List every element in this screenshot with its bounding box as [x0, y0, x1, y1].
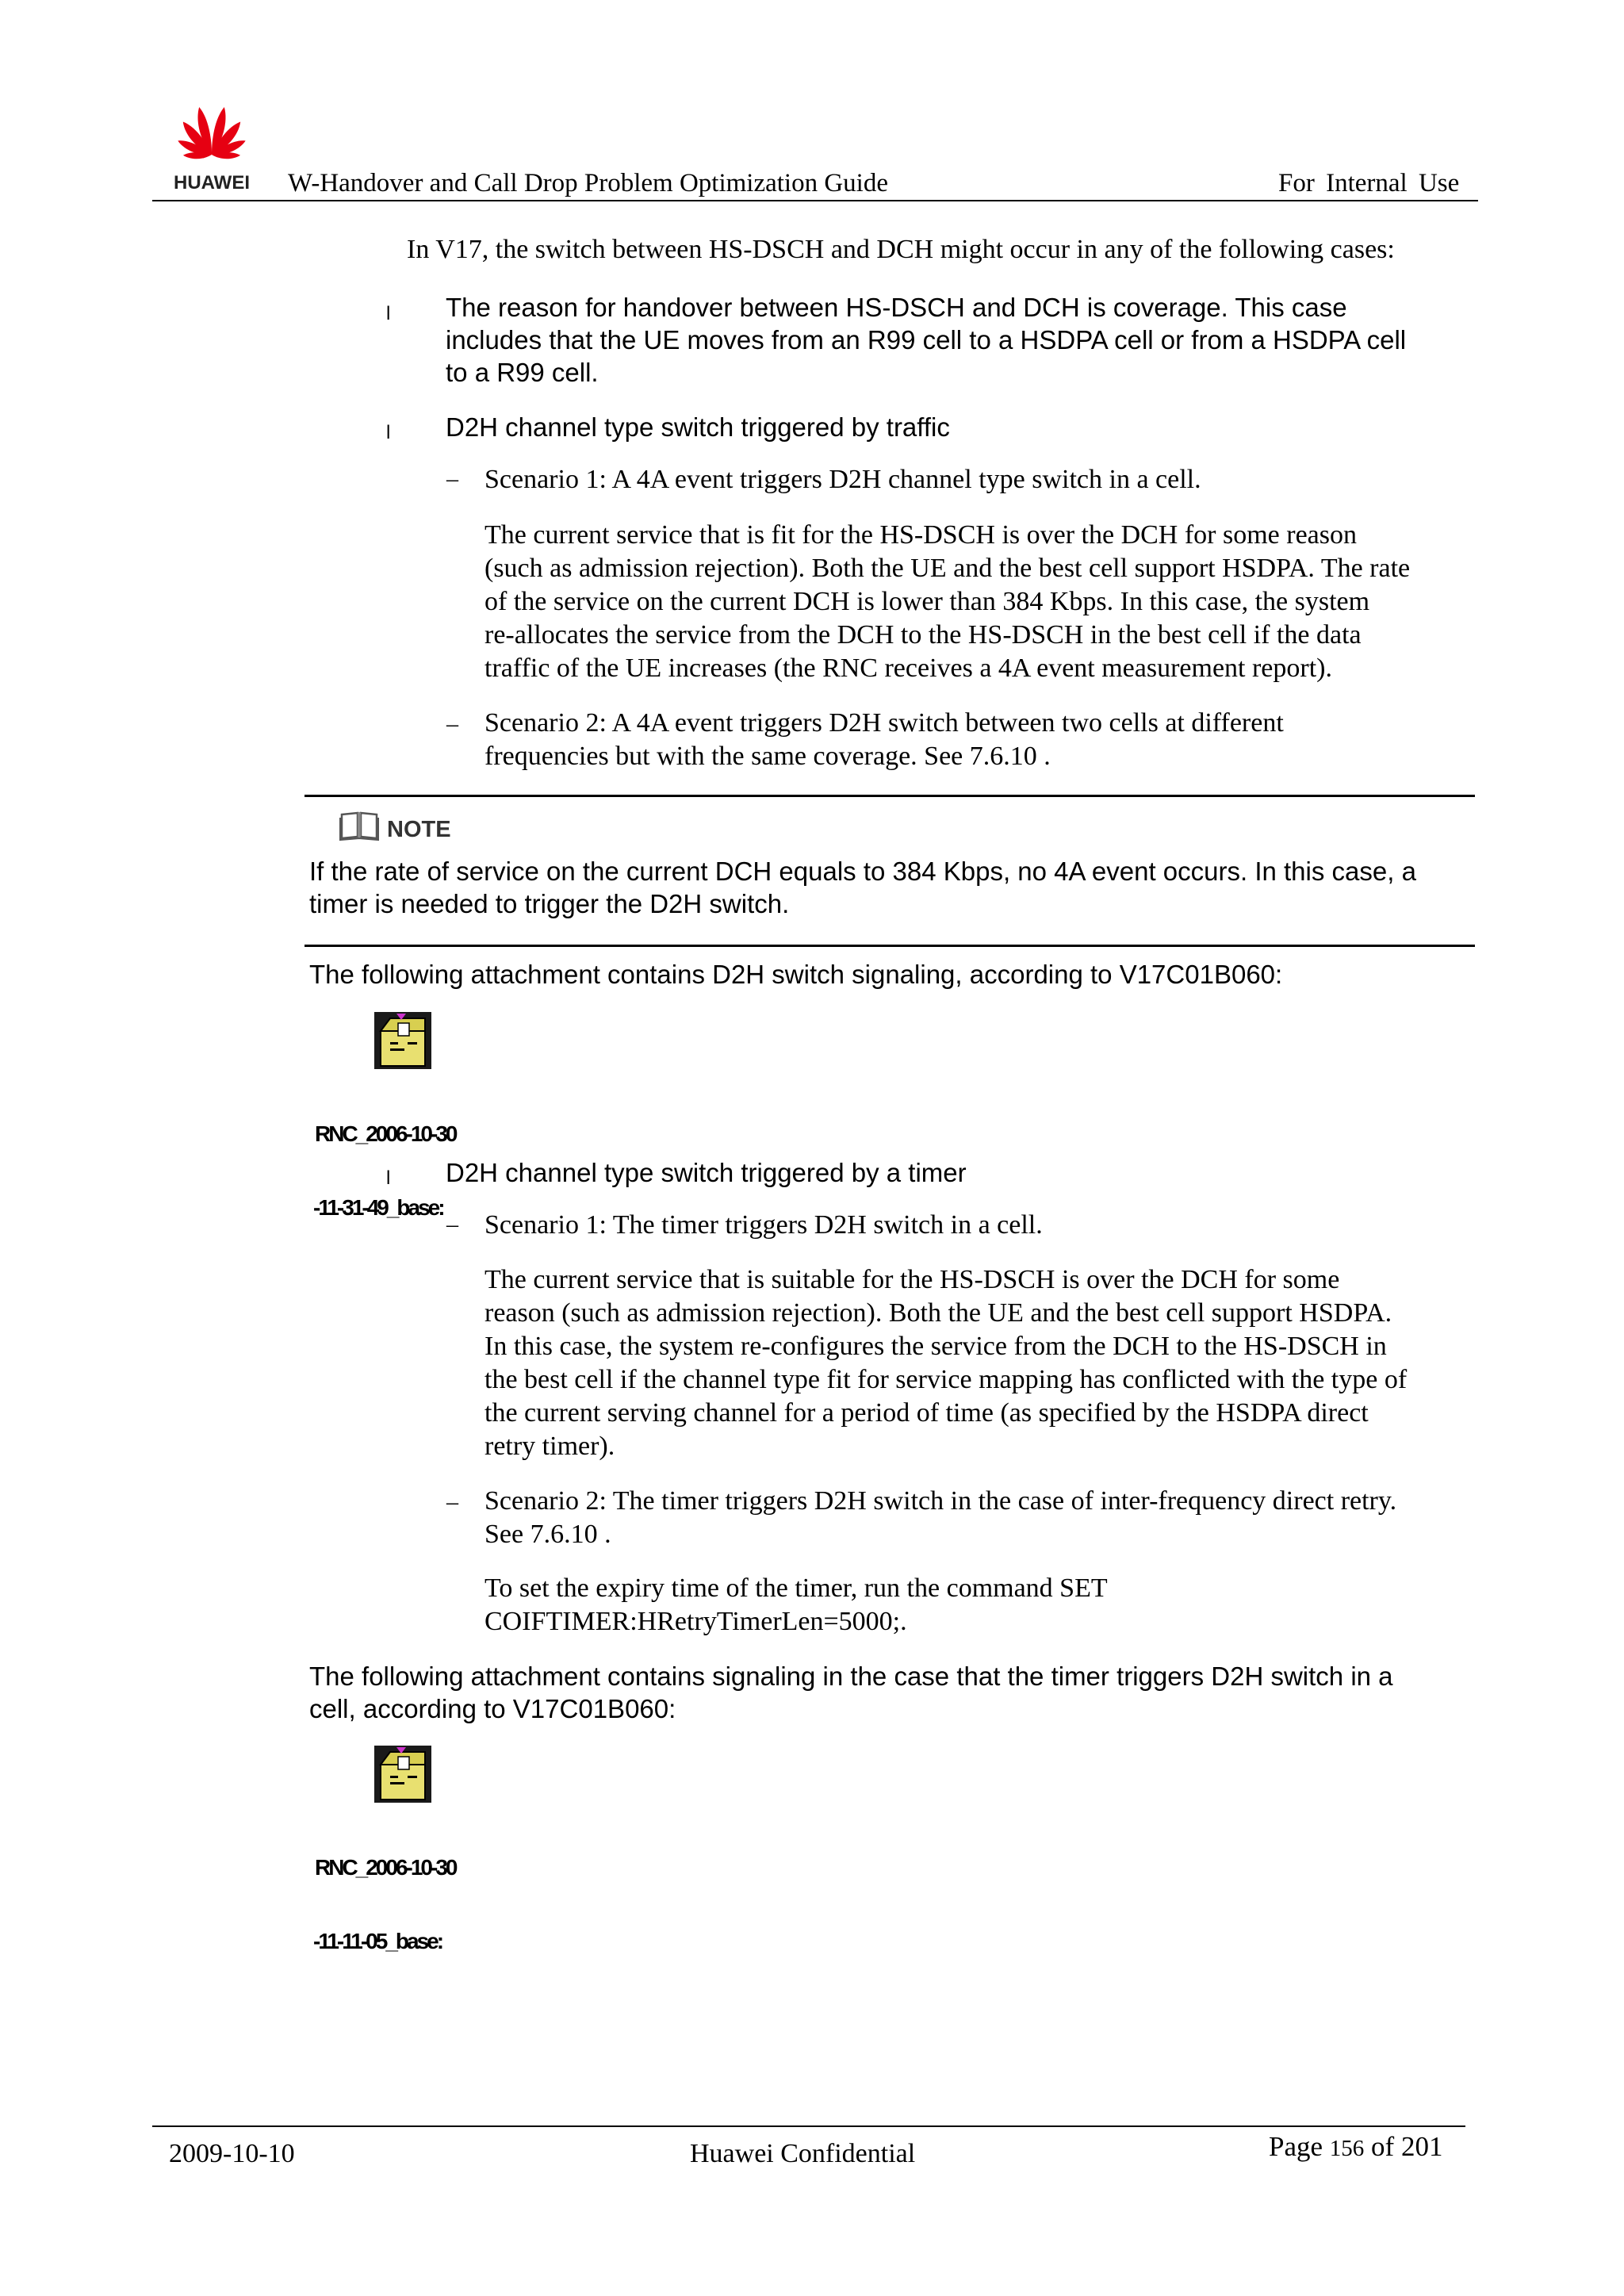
- book-icon: [339, 810, 380, 841]
- bullet-traffic: D2H channel type switch triggered by traffic: [446, 412, 950, 442]
- traffic-scenario-2: [485, 707, 1284, 773]
- bullet-line: to a R99 cell.: [446, 358, 599, 387]
- paragraph-line: Scenario 2: The timer triggers D2H switch in the case of inter-frequency direct retry.: [485, 1486, 1397, 1516]
- attachment-1-intro: The following attachment contains D2H switch signaling, according to V17C01B060:: [309, 960, 1283, 989]
- note-top-rule: [304, 795, 1475, 797]
- intro-paragraph: In V17, the switch between HS-DSCH and DCH might occur in any of the following cases:: [407, 235, 1395, 264]
- paragraph-line: If the rate of service on the current DCH equals to 384 Kbps, no 4A event occurs. In this case, a: [309, 857, 1416, 886]
- timer-scenario-1: Scenario 1: The timer triggers D2H switch in a cell.: [485, 1210, 1043, 1240]
- timer-scenario-1-detail: [485, 1263, 1407, 1463]
- package-file-icon: [373, 1744, 433, 1804]
- attachment-2-intro: [309, 1660, 1393, 1725]
- note-text: [309, 855, 1416, 920]
- timer-command: [485, 1572, 1108, 1639]
- dash-marker: –: [446, 1489, 458, 1515]
- huawei-logo: [160, 82, 263, 197]
- paragraph-line: cell, according to V17C01B060:: [309, 1694, 676, 1723]
- header-divider: [152, 200, 1478, 201]
- traffic-scenario-1: Scenario 1: A 4A event triggers D2H channel type switch in a cell.: [485, 465, 1201, 494]
- paragraph-line: COIFTIMER:HRetryTimerLen=5000;.: [485, 1607, 907, 1636]
- filename-line: RNC_2006-10-30: [315, 1855, 456, 1880]
- svg-text:HUAWEI: HUAWEI: [174, 172, 250, 194]
- footer-date: 2009-10-10: [169, 2139, 295, 2168]
- huawei-logo-icon: [160, 82, 263, 197]
- paragraph-line: reason (such as admission rejection). Both the UE and the best cell support HSDPA.: [485, 1298, 1392, 1328]
- attachment-1-filename[interactable]: [313, 1072, 455, 1244]
- bullet-coverage: [446, 291, 1406, 389]
- bullet-marker: l: [386, 303, 391, 324]
- paragraph-line: re-allocates the service from the DCH to the HS-DSCH in the best cell if the data: [485, 620, 1362, 650]
- page-current: 156: [1329, 2136, 1365, 2161]
- paragraph-line: The current service that is suitable for the HS-DSCH is over the DCH for some: [485, 1265, 1340, 1294]
- paragraph-line: traffic of the UE increases (the RNC receives a 4A event measurement report).: [485, 654, 1332, 683]
- footer-confidential: Huawei Confidential: [690, 2139, 916, 2168]
- note-label: NOTE: [387, 817, 451, 842]
- dash-marker: –: [446, 466, 458, 492]
- paragraph-line: The current service that is fit for the HS-DSCH is over the DCH for some reason: [485, 520, 1358, 550]
- filename-line: -11-11-05_base:: [313, 1929, 442, 1953]
- paragraph-line: frequencies but with the same coverage. See 7.6.10 .: [485, 742, 1051, 771]
- page-total: of 201: [1364, 2131, 1443, 2162]
- attachment-2-icon[interactable]: [373, 1744, 433, 1804]
- page-prefix: Page: [1269, 2131, 1330, 2162]
- paragraph-line: the current serving channel for a period of time (as specified by the HSDPA direct: [485, 1398, 1369, 1428]
- filename-line: -11-31-49_base:: [313, 1195, 443, 1220]
- footer-divider: [152, 2125, 1465, 2127]
- classification-label: For Internal Use: [1278, 169, 1460, 197]
- bullet-timer: D2H channel type switch triggered by a timer: [446, 1158, 967, 1187]
- bullet-marker: l: [386, 1167, 391, 1189]
- filename-line: RNC_2006-10-30: [315, 1121, 456, 1146]
- attachment-1-icon[interactable]: [373, 1010, 433, 1071]
- paragraph-line: The following attachment contains signaling in the case that the timer triggers D2H switch in a: [309, 1662, 1393, 1691]
- dash-marker: –: [446, 711, 458, 737]
- paragraph-line: (such as admission rejection). Both the UE and the best cell support HSDPA. The rate: [485, 554, 1411, 583]
- traffic-scenario-1-detail: [485, 519, 1410, 685]
- note-bottom-rule: [304, 945, 1475, 947]
- package-file-icon: [373, 1010, 433, 1071]
- attachment-2-filename[interactable]: [313, 1806, 455, 1978]
- paragraph-line: See 7.6.10 .: [485, 1520, 611, 1549]
- paragraph-line: of the service on the current DCH is lower than 384 Kbps. In this case, the system: [485, 587, 1370, 616]
- bullet-marker: l: [386, 422, 391, 443]
- timer-scenario-2: [485, 1485, 1396, 1551]
- dash-marker: –: [446, 1211, 458, 1237]
- paragraph-line: timer is needed to trigger the D2H switch.: [309, 889, 790, 918]
- bullet-line: includes that the UE moves from an R99 cell to a HSDPA cell or from a HSDPA cell: [446, 325, 1407, 355]
- paragraph-line: In this case, the system re-configures the service from the DCH to the HS-DSCH in: [485, 1332, 1387, 1361]
- paragraph-line: To set the expiry time of the timer, run the command SET: [485, 1573, 1108, 1603]
- bullet-line: The reason for handover between HS-DSCH and DCH is coverage. This case: [446, 293, 1347, 322]
- paragraph-line: retry timer).: [485, 1432, 615, 1461]
- paragraph-line: the best cell if the channel type fit for service mapping has conflicted with the type of: [485, 1365, 1408, 1394]
- document-title: W-Handover and Call Drop Problem Optimization Guide: [288, 169, 889, 197]
- paragraph-line: Scenario 2: A 4A event triggers D2H switch between two cells at different: [485, 708, 1284, 738]
- footer-page-number: [1269, 2131, 1442, 2163]
